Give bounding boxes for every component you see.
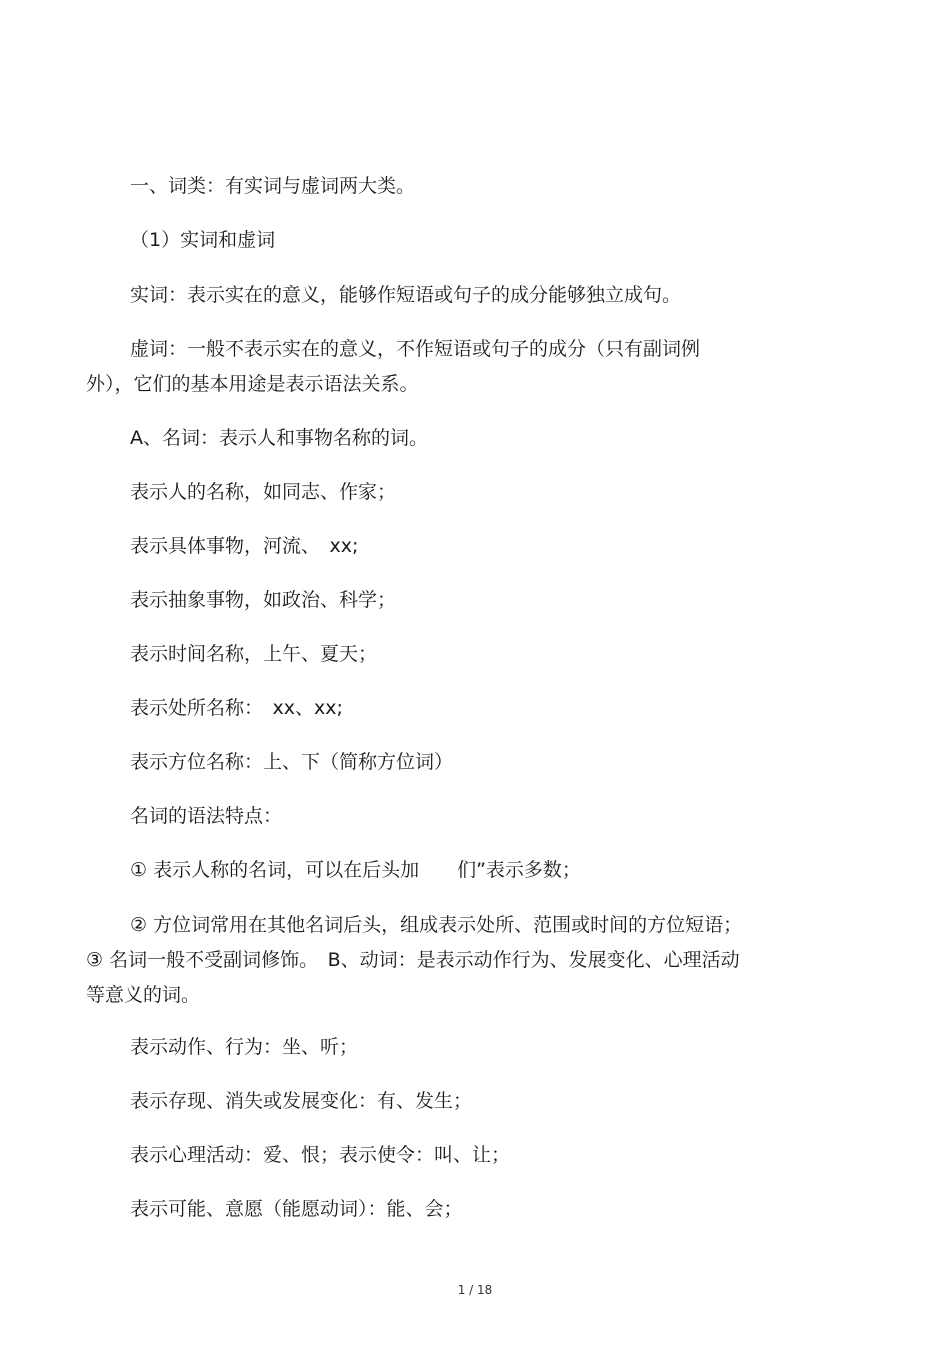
paragraph-line: ① 表示人称的名词，可以在后头加 们”表示多数； <box>130 859 581 881</box>
paragraph-line: 名词的语法特点： <box>130 805 283 827</box>
paragraph-line: 表示存现、消失或发展变化：有、发生； <box>130 1090 473 1112</box>
paragraph-line: 表示动作、行为：坐、听； <box>130 1036 359 1058</box>
paragraph-line: 表示人的名称，如同志、作家； <box>130 481 397 503</box>
paragraph-line: 表示抽象事物，如政治、科学； <box>130 589 397 611</box>
paragraph-line: 表示心理活动：爱、恨；表示使令：叫、让； <box>130 1144 511 1166</box>
subheading: （1）实词和虚词 <box>130 229 276 251</box>
paragraph-line: 表示可能、意愿（能愿动词）：能、会； <box>130 1198 463 1220</box>
paragraph-line: 表示处所名称： xx、xx; <box>130 697 343 719</box>
paragraph-line: ③ 名词一般不受副词修饰。 B、动词：是表示动作行为、发展变化、心理活动 <box>86 949 740 971</box>
page-indicator: 1 / 18 <box>457 1283 493 1297</box>
paragraph-line: A、名词：表示人和事物名称的词。 <box>130 427 428 449</box>
paragraph-line: ② 方位词常用在其他名词后头，组成表示处所、范围或时间的方位短语； <box>130 914 743 936</box>
paragraph-line: 表示时间名称，上午、夏天； <box>130 643 378 665</box>
section-heading: 一、词类：有实词与虚词两大类。 <box>130 175 416 197</box>
paragraph-line: 表示方位名称：上、下（简称方位词） <box>130 751 454 773</box>
paragraph-line: 外），它们的基本用途是表示语法关系。 <box>86 373 419 395</box>
paragraph-line: 实词：表示实在的意义，能够作短语或句子的成分能够独立成句。 <box>130 284 682 306</box>
paragraph-line: 等意义的词。 <box>86 984 201 1006</box>
paragraph-line: 表示具体事物，河流、 xx; <box>130 535 359 557</box>
paragraph-line: 虚词：一般不表示实在的意义，不作短语或句子的成分（只有副词例 <box>130 338 701 360</box>
